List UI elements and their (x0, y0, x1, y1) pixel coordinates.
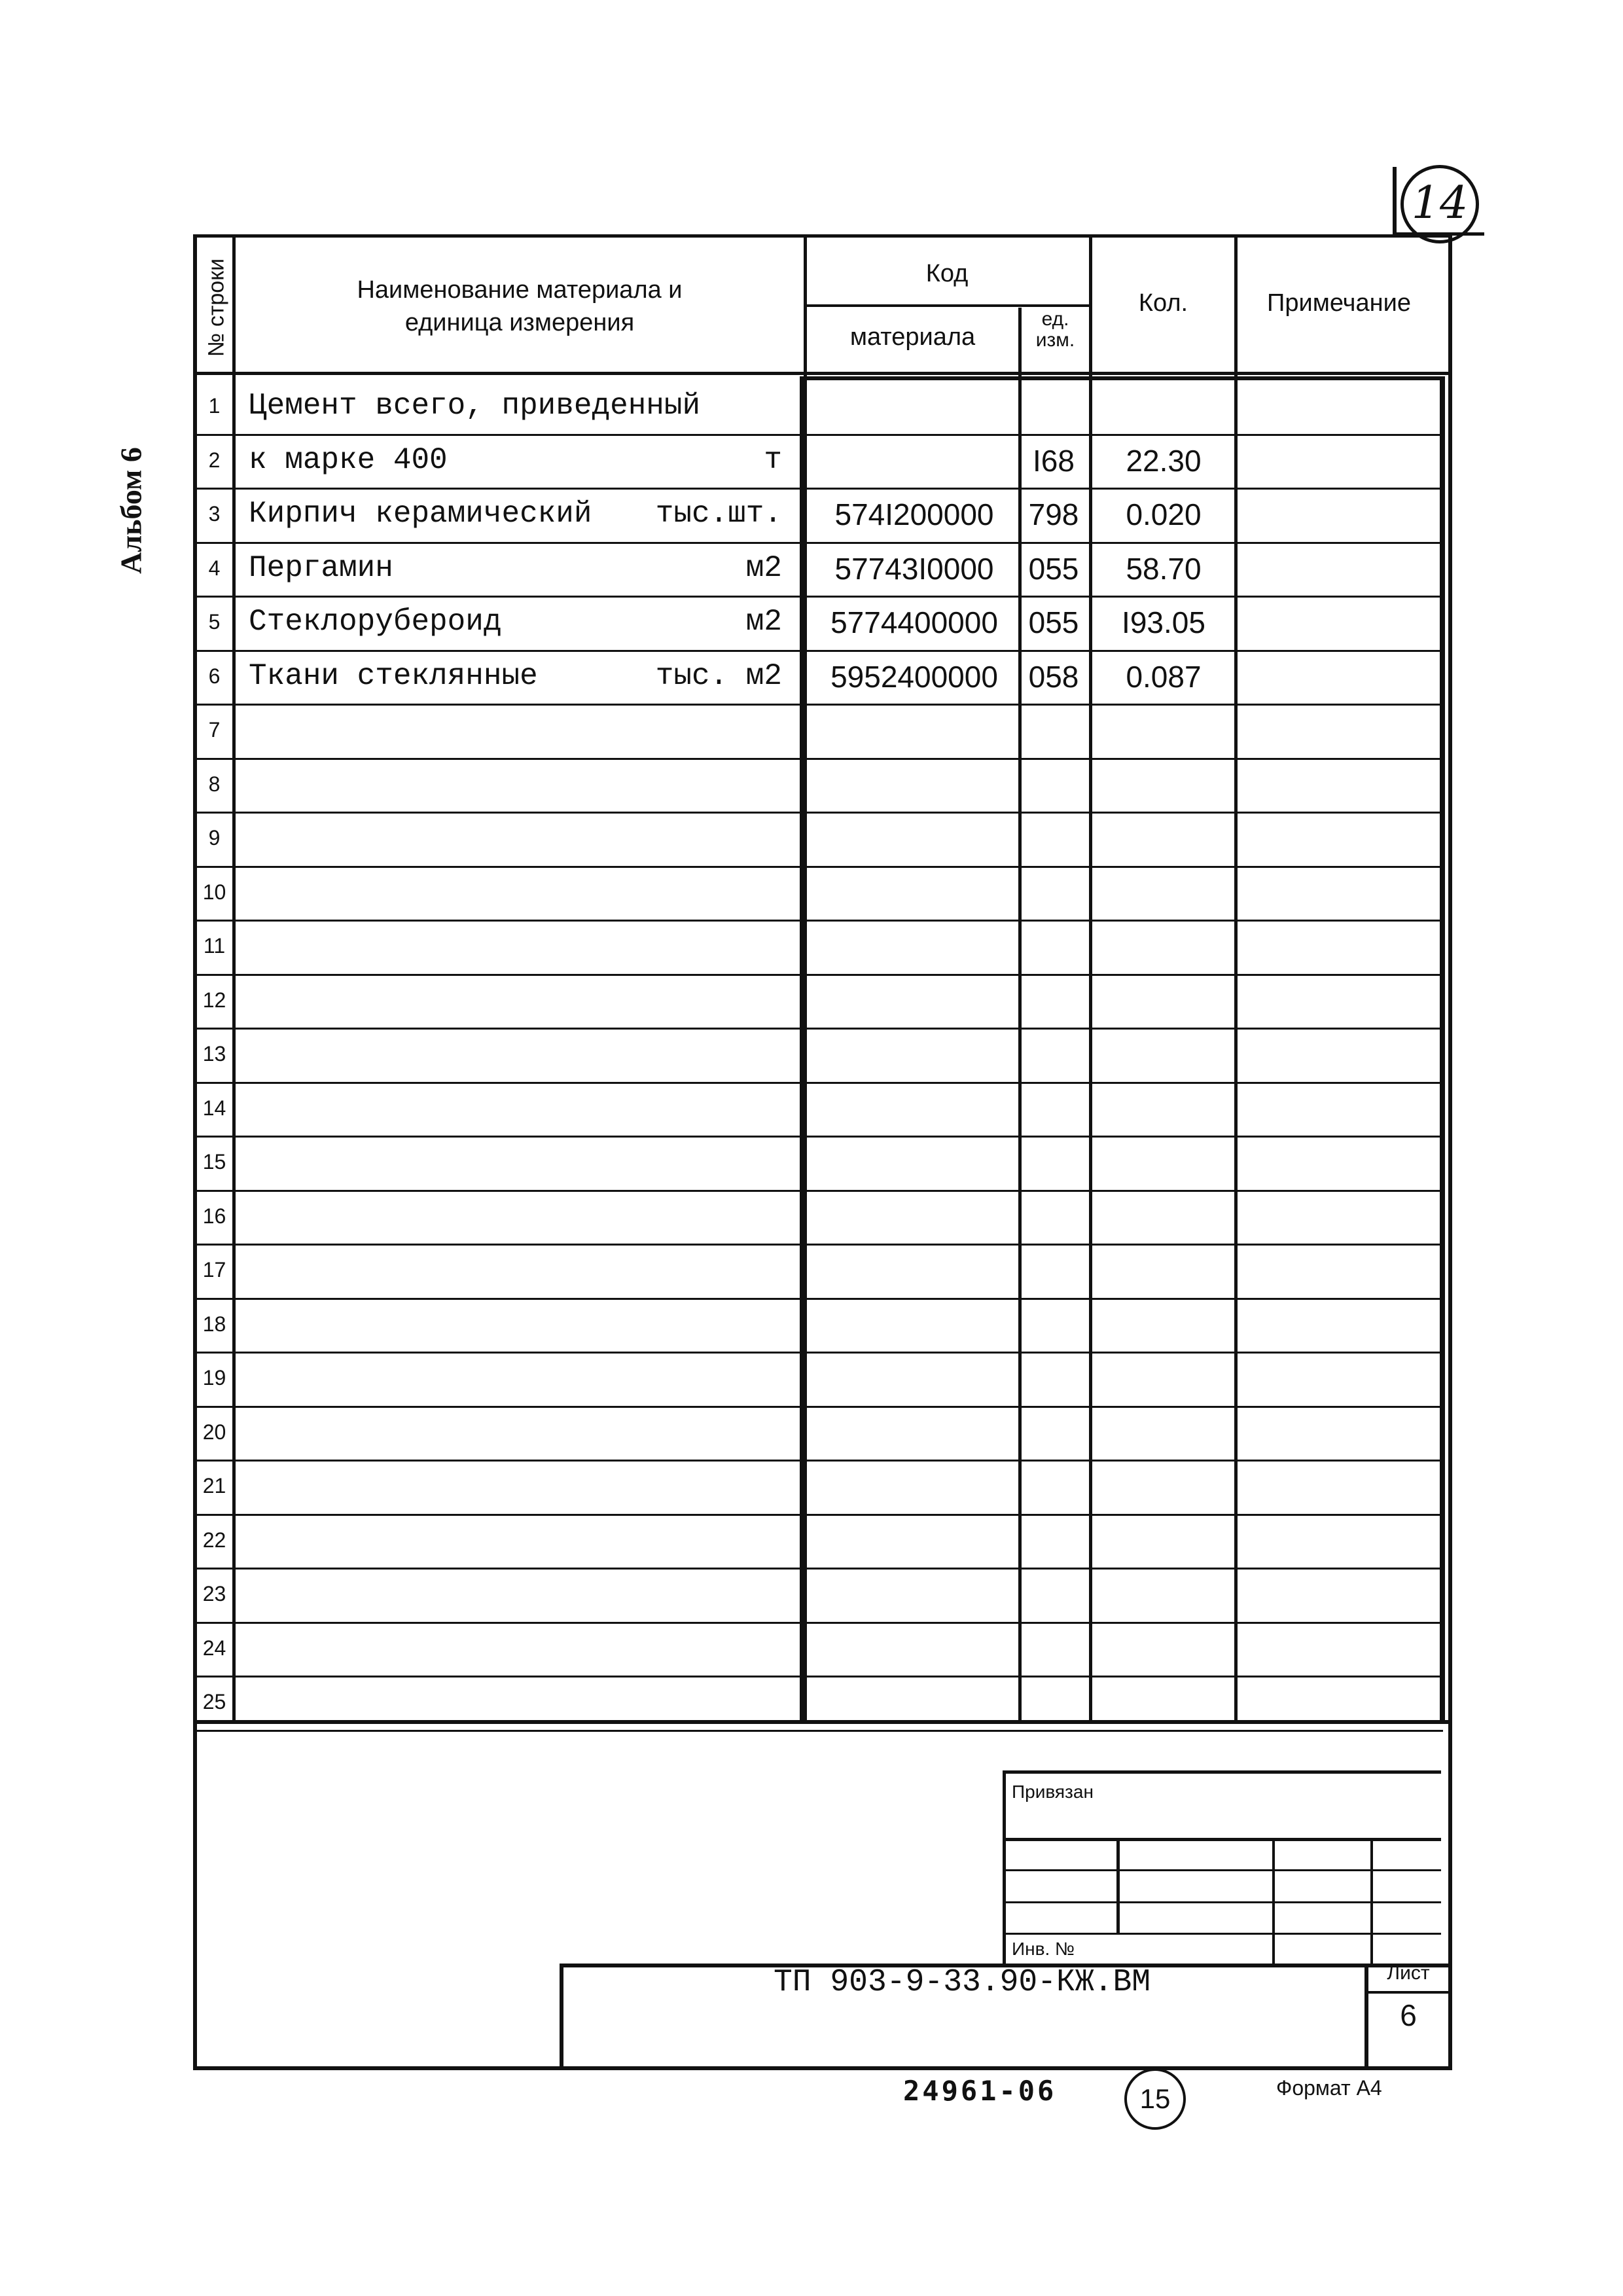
header-qty: Кол. (1138, 289, 1188, 317)
paper-format: Формат А4 (1276, 2076, 1382, 2100)
tb-grid-line-4 (1003, 1933, 1441, 1935)
row-number: 17 (202, 1258, 226, 1282)
header-bottom-heavy (800, 376, 1445, 380)
header-rownum: № строки (204, 258, 229, 357)
unit-code: I68 (1033, 444, 1075, 478)
tb-sheet-divider (1364, 1991, 1452, 1994)
material-name: Ткани стеклянные (249, 659, 538, 693)
tb-left-line (1003, 1770, 1006, 1965)
material-unit: т (764, 443, 782, 477)
row-separator (193, 488, 1443, 490)
row-number: 10 (202, 880, 226, 904)
row-separator (193, 866, 1443, 868)
row-number: 21 (202, 1474, 226, 1498)
row-separator (193, 1514, 1443, 1516)
header-code: Код (925, 260, 969, 287)
header-note: Примечание (1267, 289, 1411, 317)
document-code: ТП 903-9-33.90-КЖ.ВМ (773, 1965, 1151, 2000)
sheet-number-circle: 14 (1400, 165, 1479, 243)
row-number: 19 (202, 1366, 226, 1390)
unit-code: 055 (1028, 605, 1079, 639)
material-code: 5952400000 (830, 660, 998, 694)
row-separator (193, 434, 1443, 436)
quantity: 58.70 (1126, 552, 1202, 586)
tb-grid-line-3 (1003, 1901, 1441, 1903)
col-line-rownum (232, 234, 236, 1720)
row-separator (193, 1136, 1443, 1138)
row-separator (193, 1352, 1443, 1354)
row-separator (193, 1244, 1443, 1246)
material-unit: м2 (745, 605, 782, 639)
material-name: Кирпич керамический (249, 497, 592, 531)
tb-grid-line-1 (1003, 1838, 1441, 1841)
material-name: Пергамин (249, 551, 393, 585)
material-name: к марке 400 (249, 443, 448, 477)
row-separator (193, 650, 1443, 652)
row-separator (193, 758, 1443, 760)
row-number: 25 (202, 1690, 226, 1713)
tb-top-line (1003, 1770, 1441, 1774)
tb-privyazan: Привязан (1012, 1782, 1094, 1802)
row-number: 9 (208, 826, 221, 850)
row-number: 2 (208, 448, 221, 472)
tb-grid-col-3 (1370, 1838, 1373, 1965)
header-bottom-line (193, 372, 1452, 375)
row-number: 12 (202, 988, 226, 1012)
archive-number: 24961-06 (903, 2075, 1057, 2107)
row-separator (193, 596, 1443, 598)
row-number: 5 (208, 610, 221, 634)
unit-code: 058 (1028, 660, 1079, 694)
row-separator (193, 1568, 1443, 1570)
row-number: 13 (202, 1042, 226, 1066)
unit-code: 798 (1028, 497, 1079, 531)
row-separator (193, 1406, 1443, 1408)
material-code: 574I200000 (834, 497, 994, 531)
tb-sheet-left-line (1364, 1964, 1368, 2070)
unit-code: 055 (1028, 552, 1079, 586)
tb-grid-line-2 (1003, 1869, 1441, 1871)
row-number: 11 (203, 934, 226, 958)
material-name: Цемент всего, приведенный (249, 389, 701, 423)
row-separator (193, 1622, 1443, 1624)
quantity: 0.087 (1126, 660, 1202, 694)
col-line-code-heavy (800, 376, 804, 1720)
row-number: 14 (202, 1096, 226, 1120)
row-number: 3 (208, 502, 221, 526)
row-number: 1 (208, 394, 221, 418)
material-unit: м2 (745, 551, 782, 585)
material-name: Стеклорубероид (249, 605, 502, 639)
row-number: 4 (208, 556, 221, 580)
row-separator (193, 812, 1443, 814)
material-code: 57743I0000 (834, 552, 994, 586)
row-number: 8 (208, 772, 221, 796)
row-separator (193, 920, 1443, 922)
sheet-value: 6 (1400, 1998, 1417, 2032)
row-separator (193, 974, 1443, 976)
row-separator (193, 1190, 1443, 1192)
material-unit: тыс.шт. (655, 497, 782, 531)
row-separator (193, 1730, 1443, 1732)
quantity: I93.05 (1122, 605, 1205, 639)
row-number: 15 (202, 1150, 226, 1174)
page-circle: 15 (1124, 2068, 1186, 2130)
row-number: 22 (202, 1528, 226, 1552)
row-number: 18 (202, 1312, 226, 1336)
quantity: 0.020 (1126, 497, 1202, 531)
row-number: 16 (202, 1204, 226, 1228)
material-code: 5774400000 (830, 605, 998, 639)
tb-grid-col-2 (1272, 1838, 1275, 1965)
header-code-divider (804, 304, 1090, 307)
header-code-unit: ед. изм. (1035, 308, 1075, 351)
row-separator (193, 1460, 1443, 1462)
row-separator (193, 542, 1443, 544)
row-separator (193, 1676, 1443, 1677)
tb-inv-no: Инв. № (1012, 1939, 1075, 1959)
header-code-material: материала (849, 323, 976, 351)
row-number: 7 (208, 718, 221, 742)
row-number: 6 (208, 664, 221, 688)
row-separator (193, 1298, 1443, 1300)
row-number: 23 (202, 1582, 226, 1605)
header-name-line2: единица измерения (404, 309, 635, 336)
row-number: 24 (202, 1636, 226, 1660)
album-label: Альбом 6 (114, 447, 148, 574)
sheet-marker-tick (1393, 167, 1397, 232)
material-unit: тыс. м2 (655, 659, 782, 693)
quantity: 22.30 (1126, 444, 1202, 478)
col-line-right-heavy (1440, 376, 1445, 1720)
table-bottom-line (193, 1720, 1452, 1724)
row-separator (193, 1082, 1443, 1084)
row-number: 20 (202, 1420, 226, 1444)
sheet-label: Лист (1387, 1962, 1430, 1984)
header-name-line1: Наименование материала и (357, 276, 683, 304)
row-separator (193, 704, 1443, 706)
row-separator (193, 1028, 1443, 1030)
tb-grid-col-1 (1116, 1838, 1120, 1933)
